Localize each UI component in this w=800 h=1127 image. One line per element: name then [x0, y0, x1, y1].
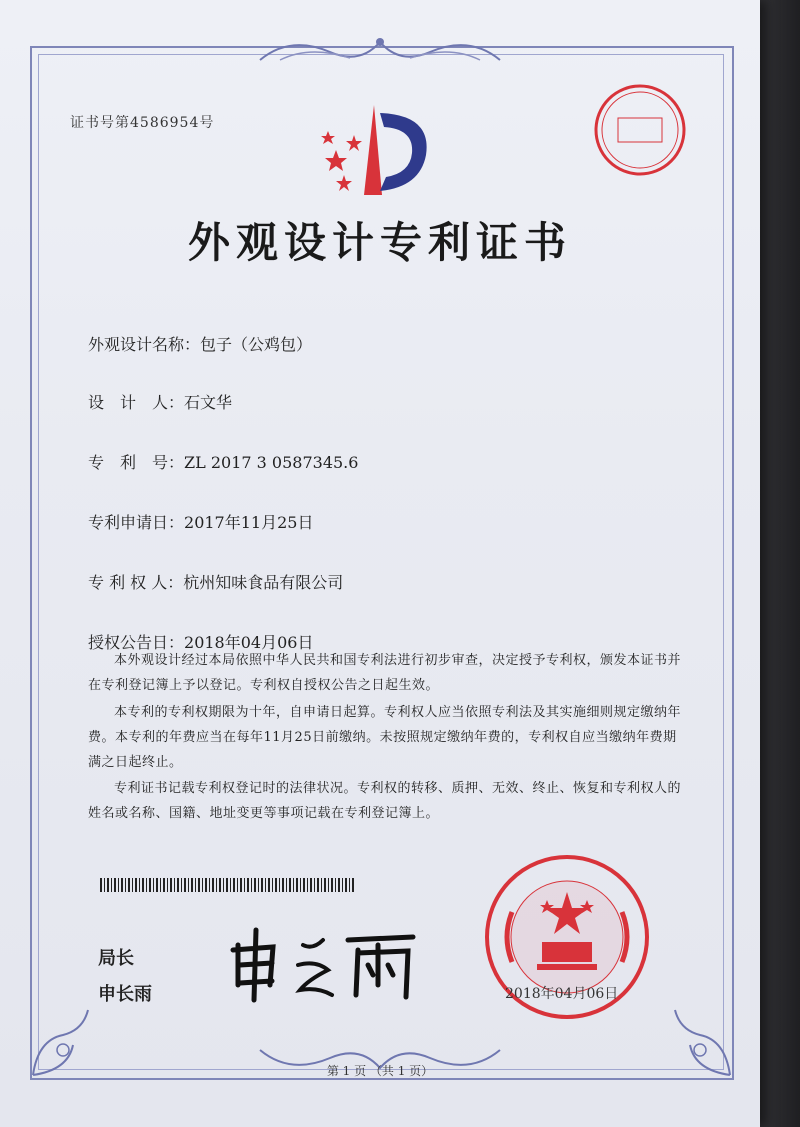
patent-number-row	[88, 450, 358, 473]
filing-date-label: 专利申请日：	[88, 513, 185, 532]
designer-label: 设 计 人：	[88, 393, 185, 412]
page-footer: 第 1 页 （共 1 页）	[326, 1064, 434, 1078]
patent-number-value: ZL 2017 3 0587345.6	[184, 453, 359, 472]
grant-date-value: 2018年04月06日	[184, 633, 314, 652]
design-name-value: 包子（公鸡包）	[200, 335, 313, 354]
director-name: 申长雨	[98, 984, 152, 1005]
director-signature	[228, 925, 428, 1005]
designer-value: 石文华	[184, 393, 233, 412]
filing-date-row	[88, 510, 313, 533]
designer-row	[88, 390, 232, 413]
seal-date: 2018年04月06日	[505, 986, 619, 1002]
small-official-seal	[590, 80, 690, 180]
grant-date-label: 授权公告日：	[88, 633, 185, 652]
patentee-label: 专 利 权 人：	[88, 573, 184, 592]
patent-number-label: 专 利 号：	[88, 453, 185, 472]
patent-office-logo	[314, 95, 434, 205]
certificate-title: 外观设计专利证书	[187, 218, 572, 267]
director-title: 局长	[98, 948, 134, 969]
patentee-value: 杭州知味食品有限公司	[183, 573, 344, 592]
barcode	[100, 878, 355, 892]
top-ornament	[250, 30, 510, 70]
patentee-row	[88, 570, 343, 593]
body-paragraph-1: 本外观设计经过本局依照中华人民共和国专利法进行初步审查，决定授予专利权，颁发本证书并在专利登记簿上予以登记。专利权自授权公告之日起生效。	[88, 653, 682, 693]
body-paragraph-2: 本专利的专利权期限为十年，自申请日起算。专利权人应当依照专利法及其实施细则规定缴纳年费。本专利的年费应当在每年11月25日前缴纳。未按照规定缴纳年费的，专利权自应当缴纳年费期满之日起终止。	[88, 705, 682, 770]
filing-date-value: 2017年11月25日	[184, 513, 314, 532]
certificate-number: 证书号第4586954号	[70, 115, 215, 131]
design-name-row	[88, 332, 312, 355]
body-paragraph-3: 专利证书记载专利权登记时的法律状况。专利权的转移、质押、无效、终止、恢复和专利权人的姓名或名称、国籍、地址变更等事项记载在专利登记簿上。	[88, 781, 682, 821]
design-name-label: 外观设计名称：	[88, 335, 201, 354]
